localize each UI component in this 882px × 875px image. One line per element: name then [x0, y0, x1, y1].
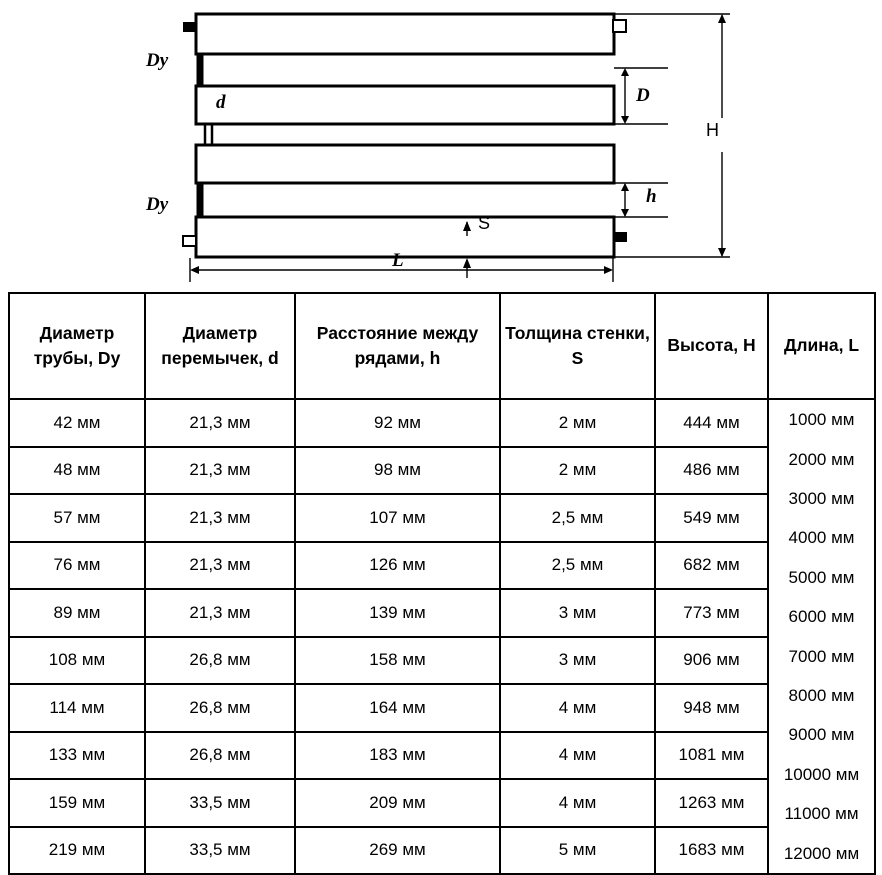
cell-height: 1081 мм — [655, 732, 768, 780]
table-row — [9, 494, 875, 542]
cell-h: 92 мм — [295, 399, 500, 447]
cell-height: 444 мм — [655, 399, 768, 447]
cell-height: 682 мм — [655, 542, 768, 590]
cell-s: 2 мм — [500, 399, 655, 447]
length-item: 12000 мм — [783, 843, 860, 863]
label-L: L — [392, 250, 404, 271]
length-item: 8000 мм — [788, 686, 855, 706]
length-item: 1000 мм — [788, 410, 855, 430]
length-item: 11000 мм — [784, 804, 859, 824]
cell-dy: 89 мм — [9, 589, 145, 637]
cell-s: 2,5 мм — [500, 542, 655, 590]
header-diameter-jumpers: Диаметр перемычек, d — [145, 293, 295, 399]
cell-height: 549 мм — [655, 494, 768, 542]
header-row-spacing: Расстояние между рядами, h — [295, 293, 500, 399]
cell-d: 26,8 мм — [145, 684, 295, 732]
cell-s: 4 мм — [500, 779, 655, 827]
table-row — [9, 684, 875, 732]
table-row — [9, 399, 875, 447]
cell-h: 98 мм — [295, 447, 500, 495]
cell-s: 3 мм — [500, 637, 655, 685]
length-item: 2000 мм — [788, 449, 855, 469]
table-row — [9, 447, 875, 495]
table-row — [9, 637, 875, 685]
cell-height: 773 мм — [655, 589, 768, 637]
cell-s: 4 мм — [500, 684, 655, 732]
cell-d: 26,8 мм — [145, 732, 295, 780]
label-h: h — [646, 186, 657, 207]
cell-height: 906 мм — [655, 637, 768, 685]
cell-lengths — [768, 399, 875, 874]
length-item: 7000 мм — [788, 646, 855, 666]
length-item: 9000 мм — [788, 725, 855, 745]
cell-h: 164 мм — [295, 684, 500, 732]
cell-d: 21,3 мм — [145, 399, 295, 447]
table-row — [9, 542, 875, 590]
header-diameter-pipe: Диаметр трубы, Dy — [9, 293, 145, 399]
cell-s: 4 мм — [500, 732, 655, 780]
length-list — [769, 400, 874, 873]
register-diagram-svg — [0, 0, 882, 292]
cell-height: 948 мм — [655, 684, 768, 732]
specification-table — [8, 292, 876, 875]
header-length: Длина, L — [768, 293, 875, 399]
cell-dy: 114 мм — [9, 684, 145, 732]
cell-h: 107 мм — [295, 494, 500, 542]
cell-h: 183 мм — [295, 732, 500, 780]
cell-height: 1683 мм — [655, 827, 768, 875]
cell-h: 158 мм — [295, 637, 500, 685]
length-item: 6000 мм — [788, 607, 855, 627]
header-height: Высота, H — [655, 293, 768, 399]
length-item: 3000 мм — [788, 489, 855, 509]
cell-s: 2,5 мм — [500, 494, 655, 542]
cell-d: 26,8 мм — [145, 637, 295, 685]
cell-dy: 57 мм — [9, 494, 145, 542]
cell-dy: 48 мм — [9, 447, 145, 495]
length-item: 5000 мм — [788, 567, 855, 587]
cell-s: 3 мм — [500, 589, 655, 637]
register-diagram — [0, 0, 882, 292]
cell-dy: 108 мм — [9, 637, 145, 685]
cell-d: 33,5 мм — [145, 779, 295, 827]
label-dy-bottom: Dy — [146, 194, 169, 215]
cell-dy: 133 мм — [9, 732, 145, 780]
cell-h: 269 мм — [295, 827, 500, 875]
cell-height: 486 мм — [655, 447, 768, 495]
table-header-row — [9, 293, 875, 399]
cell-s: 2 мм — [500, 447, 655, 495]
table-row — [9, 589, 875, 637]
cell-dy: 219 мм — [9, 827, 145, 875]
table-row — [9, 732, 875, 780]
length-item: 10000 мм — [783, 764, 860, 784]
cell-h: 126 мм — [295, 542, 500, 590]
cell-dy: 42 мм — [9, 399, 145, 447]
header-wall-thickness: Толщина стенки, S — [500, 293, 655, 399]
label-d: d — [216, 92, 226, 113]
cell-d: 33,5 мм — [145, 827, 295, 875]
cell-d: 21,3 мм — [145, 542, 295, 590]
cell-h: 209 мм — [295, 779, 500, 827]
table-row — [9, 779, 875, 827]
label-S: S — [478, 213, 491, 233]
label-dy-top: Dy — [146, 50, 169, 71]
cell-height: 1263 мм — [655, 779, 768, 827]
length-item: 4000 мм — [788, 528, 855, 548]
label-H-cap: H — [706, 120, 719, 140]
cell-s: 5 мм — [500, 827, 655, 875]
cell-h: 139 мм — [295, 589, 500, 637]
label-D-cap: D — [636, 85, 650, 106]
cell-d: 21,3 мм — [145, 447, 295, 495]
cell-d: 21,3 мм — [145, 589, 295, 637]
cell-dy: 159 мм — [9, 779, 145, 827]
cell-dy: 76 мм — [9, 542, 145, 590]
cell-d: 21,3 мм — [145, 494, 295, 542]
